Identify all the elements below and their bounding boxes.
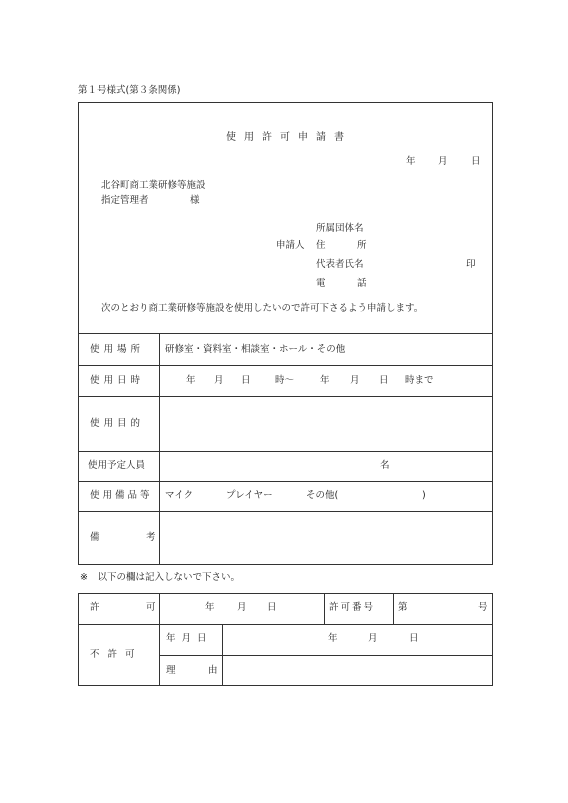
form-title: 使用許可申請書	[226, 132, 352, 143]
end-time: 時まで	[405, 375, 434, 386]
reason-label-2: 由	[208, 665, 218, 676]
seal-mark: 印	[466, 259, 476, 270]
end-year: 年	[320, 375, 330, 386]
permit-month: 月	[237, 602, 247, 613]
honorific: 様	[190, 195, 200, 206]
permit-number-suffix: 号	[478, 602, 488, 613]
phone-label-2: 話	[357, 278, 367, 289]
permit-number-prefix: 第	[398, 602, 408, 613]
equipment-player: プレイヤー	[226, 490, 273, 501]
date-year: 年	[406, 156, 416, 167]
purpose-label: 使用目的	[90, 418, 145, 429]
address-label-2: 所	[357, 240, 367, 251]
request-text: 次のとおり商工業研修等施設を使用したいので許可下さるよう申請します。	[101, 303, 424, 314]
denied-year: 年	[328, 633, 338, 644]
place-options: 研修室・資料室・相談室・ホール・その他	[165, 344, 346, 355]
denied-date-label: 年月日	[166, 633, 213, 644]
remarks-label-2: 考	[146, 532, 156, 543]
organization-label: 所属団体名	[316, 223, 364, 234]
end-day: 日	[379, 375, 389, 386]
permit-label: 許	[90, 602, 100, 613]
permit-number-label: 許可番号	[329, 602, 376, 613]
permit-year: 年	[205, 602, 215, 613]
reason-label: 理	[166, 665, 176, 676]
people-unit: 名	[380, 460, 390, 471]
start-time: 時～	[275, 375, 295, 386]
equipment-mic: マイク	[165, 490, 194, 501]
denied-month: 月	[368, 633, 378, 644]
phone-label: 電	[316, 278, 326, 289]
equipment-other: その他(	[306, 490, 339, 501]
office-use-table	[78, 593, 493, 686]
facility-name: 北谷町商工業研修等施設	[101, 180, 206, 191]
divider	[78, 333, 493, 334]
applicant-label: 申請人	[276, 240, 305, 251]
office-divider	[393, 593, 394, 624]
office-use-note: ※ 以下の欄は記入しないで下さい。	[80, 572, 240, 583]
start-day: 日	[241, 375, 251, 386]
end-month: 月	[350, 375, 360, 386]
divider	[78, 511, 493, 512]
divider	[78, 481, 493, 482]
address-label: 住	[316, 240, 326, 251]
permit-day: 日	[267, 602, 277, 613]
divider	[78, 365, 493, 366]
denied-day: 日	[409, 633, 419, 644]
manager-label: 指定管理者	[101, 195, 149, 206]
start-month: 月	[214, 375, 224, 386]
place-label: 使用場所	[90, 344, 145, 355]
office-divider	[222, 624, 223, 686]
divider	[78, 451, 493, 452]
form-number: 第１号様式(第３条関係)	[78, 85, 181, 96]
divider	[159, 655, 493, 656]
remarks-label: 備	[90, 532, 100, 543]
denied-label: 不許可	[90, 649, 143, 660]
representative-label: 代表者氏名	[316, 259, 364, 270]
permit-label-2: 可	[146, 602, 156, 613]
label-column-divider	[159, 333, 160, 565]
date-month: 月	[438, 156, 448, 167]
divider	[78, 624, 493, 625]
datetime-label: 使用日時	[90, 375, 145, 386]
office-label-divider	[159, 593, 160, 686]
start-year: 年	[186, 375, 196, 386]
equipment-label: 使用備品等	[90, 490, 153, 501]
people-label: 使用予定人員	[88, 460, 146, 471]
divider	[78, 396, 493, 397]
office-divider	[324, 593, 325, 624]
equipment-other-close: )	[422, 490, 426, 501]
date-day: 日	[471, 156, 481, 167]
